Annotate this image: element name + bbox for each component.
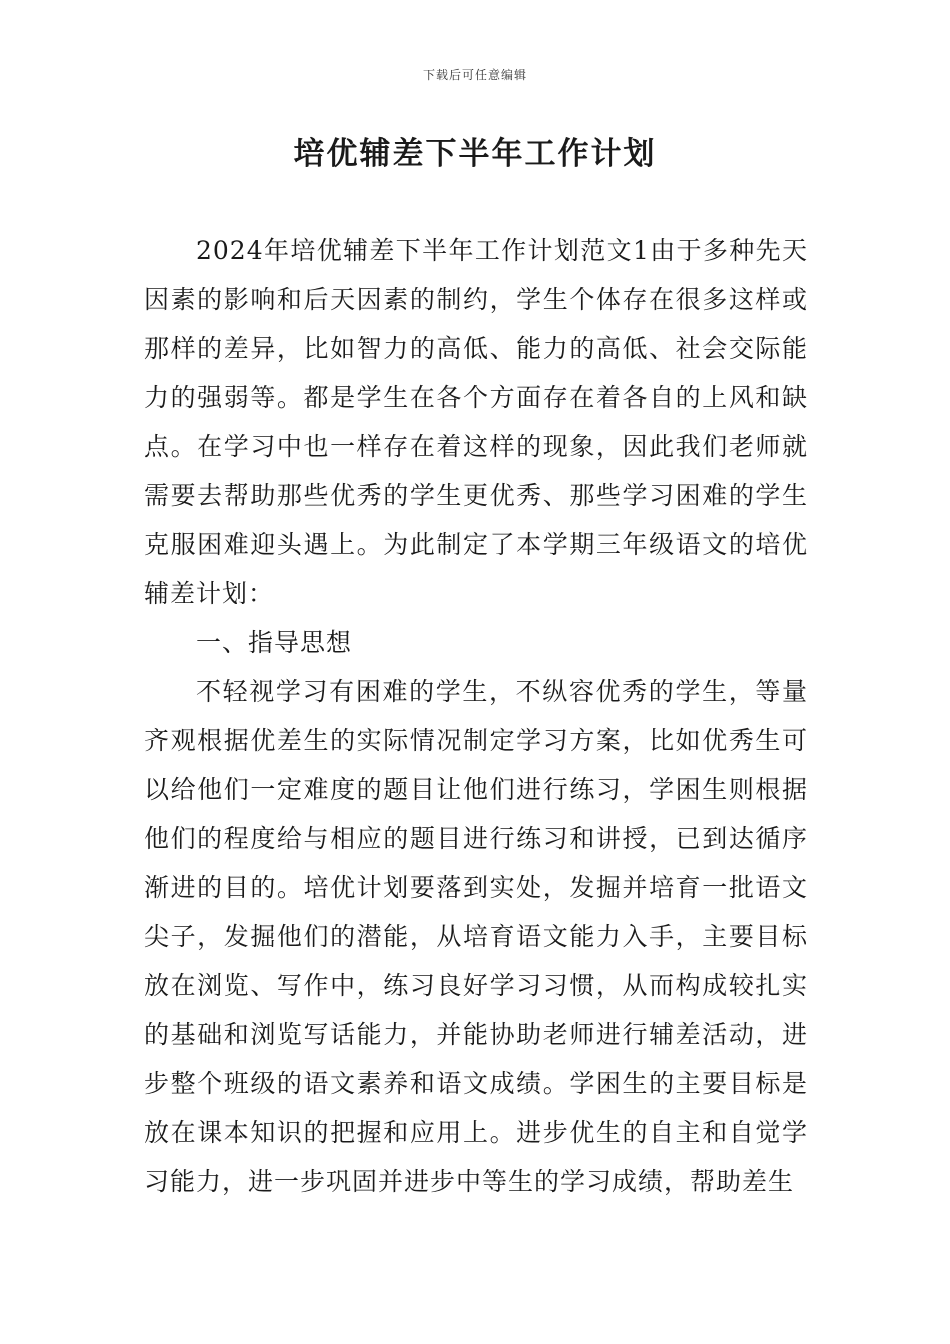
section-heading-guiding-thought: 一、指导思想 — [196, 628, 353, 657]
document-body — [144, 226, 808, 1206]
paragraph-guiding-thought: 不轻视学习有困难的学生，不纵容优秀的学生，等量齐观根据优差生的实际情况制定学习方案，比如优秀生可以给他们一定难度的题目让他们进行练习，学困生则根据他们的程度给与相应的题目进行练习和讲授，已到达循序渐进的目的。培优计划要落到实处，发掘并培育一批语文尖子，发掘他们的潜能，从培育语文能力入手，主要目标放在浏览、写作中，练习良好学习习惯，从而构成较扎实的基础和浏览写话能力，并能协助老师进行辅差活动，进步整个班级的语文素养和语文成绩。学困生的主要目标是放在课本知识的把握和应用上。进步优生的自主和自觉学习能力，进一步巩固并进步中等生的学习成绩，帮助差生 — [144, 677, 808, 1196]
paragraph-intro: 2024年培优辅差下半年工作计划范文1由于多种先天因素的影响和后天因素的制约，学生个体存在很多这样或那样的差异，比如智力的高低、能力的高低、社会交际能力的强弱等。都是学生在各个方面存在着各自的上风和缺点。在学习中也一样存在着这样的现象，因此我们老师就需要去帮助那些优秀的学生更优秀、那些学习困难的学生克服困难迎头遇上。为此制定了本学期三年级语文的培优辅差计划： — [144, 236, 808, 608]
header-note: 下载后可任意编辑 — [422, 68, 527, 82]
document-title: 培优辅差下半年工作计划 — [293, 136, 657, 172]
